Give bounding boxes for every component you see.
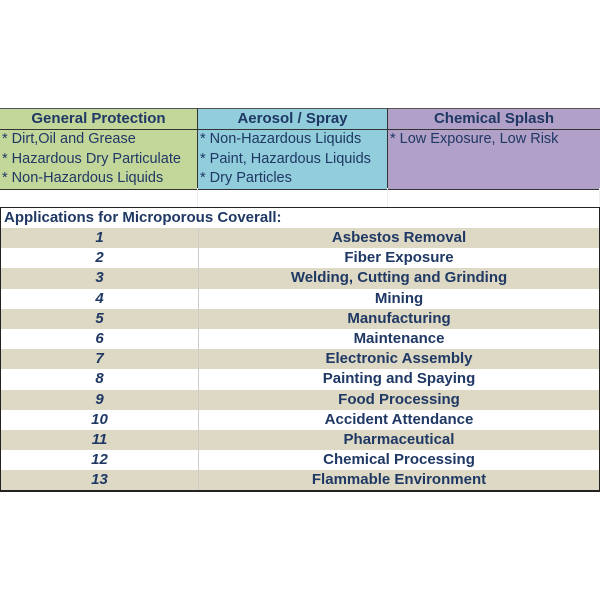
category-chemical-splash: [388, 108, 600, 190]
row-number: 3: [1, 268, 199, 288]
protection-categories-table: [0, 108, 600, 190]
application-name: Asbestos Removal: [331, 229, 467, 246]
table-row: [1, 268, 599, 288]
application-name: Electronic Assembly: [325, 350, 473, 368]
table-row: [1, 430, 599, 450]
application-name: Painting and Spaying: [322, 370, 476, 388]
category-aerosol-spray: [198, 108, 388, 190]
row-number: 11: [1, 430, 199, 450]
table-row: [1, 450, 599, 470]
application-name: Maintenance: [353, 329, 445, 347]
application-name: Fiber Exposure: [344, 249, 454, 267]
row-number: 1: [1, 228, 199, 248]
application-name: Flammable Environment: [311, 471, 487, 489]
application-name: Pharmaceutical: [343, 430, 455, 448]
table-row: [1, 470, 599, 490]
applications-rows: [1, 228, 599, 490]
row-number: 5: [1, 309, 199, 329]
row-number: 6: [1, 329, 199, 349]
row-number: 9: [1, 390, 199, 410]
category-header: Aerosol / Spray: [198, 108, 387, 130]
table-row: [1, 410, 599, 430]
applications-title: Applications for Microporous Coverall:: [4, 209, 282, 226]
applications-table: [0, 207, 600, 492]
category-item: * Non-Hazardous Liquids: [2, 170, 164, 186]
empty-cell: [388, 150, 600, 170]
row-number: 2: [1, 248, 199, 268]
row-number: 13: [1, 470, 199, 490]
category-item: * Paint, Hazardous Liquids: [200, 150, 371, 167]
row-number: 10: [1, 410, 199, 430]
table-row: [1, 248, 599, 268]
application-name: Mining: [374, 289, 424, 307]
category-item: * Low Exposure, Low Risk: [390, 131, 559, 147]
table-row: [1, 309, 599, 329]
table-row: [1, 329, 599, 349]
empty-cell: [388, 169, 600, 189]
category-header: Chemical Splash: [388, 108, 600, 130]
category-item: * Dirt,Oil and Grease: [2, 131, 136, 147]
row-number: 8: [1, 369, 199, 389]
application-name: Chemical Processing: [323, 451, 475, 469]
table-row: [1, 369, 599, 389]
category-general-protection: [0, 108, 198, 190]
application-name: Food Processing: [338, 390, 460, 408]
table-row: [1, 349, 599, 369]
row-number: 12: [1, 450, 199, 470]
category-item: * Hazardous Dry Particulate: [2, 150, 181, 167]
application-name: Manufacturing: [347, 309, 451, 327]
table-row: [1, 289, 599, 309]
category-item: * Dry Particles: [200, 170, 292, 186]
spacer-row: [0, 188, 600, 207]
application-name: Welding, Cutting and Grinding: [290, 269, 508, 287]
row-number: 4: [1, 289, 199, 309]
category-item: * Non-Hazardous Liquids: [200, 131, 362, 147]
row-number: 7: [1, 349, 199, 369]
table-row: [1, 228, 599, 248]
application-name: Accident Attendance: [324, 410, 474, 428]
table-row: [1, 390, 599, 410]
category-header: General Protection: [0, 108, 197, 130]
